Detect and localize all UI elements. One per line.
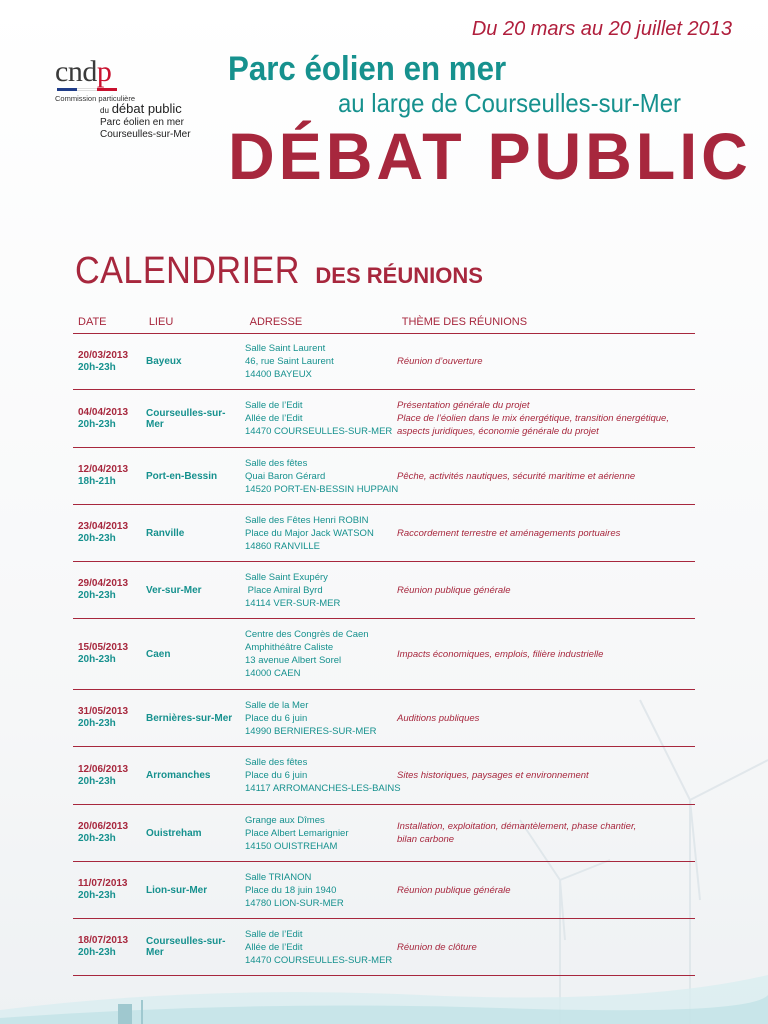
meeting-theme <box>392 712 695 725</box>
theme-line: Réunion publique générale <box>397 584 511 596</box>
meeting-theme <box>392 884 695 897</box>
meetings-table <box>73 310 695 976</box>
meeting-time: 18h-21h <box>78 476 116 487</box>
meeting-date: 11/07/2013 <box>78 878 128 889</box>
address-line: Salle Saint Laurent <box>245 343 326 354</box>
date-cell <box>73 764 141 788</box>
address-line: Quai Baron Gérard <box>245 470 326 482</box>
date-cell <box>73 350 141 374</box>
theme-line: Pêche, activités nautiques, sécurité maritime et aérienne <box>397 470 636 482</box>
date-cell <box>73 935 141 959</box>
address-line: 14114 VER-SUR-MER <box>245 597 341 609</box>
meeting-place: Bayeux <box>146 356 182 367</box>
tricolor-flag-icon <box>57 88 117 91</box>
address-line: 46, rue Saint Laurent <box>245 356 334 367</box>
meeting-time: 20h-23h <box>78 890 116 901</box>
project-subtitle: au large de Courseulles-sur-Mer <box>338 88 682 118</box>
address-line: Salle des Fêtes Henri ROBIN <box>245 514 369 526</box>
address-line: 14000 CAEN <box>245 668 301 679</box>
address-line: 14470 COURSEULLES-SUR-MER <box>245 954 393 966</box>
meeting-place: Lion-sur-Mer <box>146 884 208 896</box>
theme-line: Impacts économiques, emplois, filière industrielle <box>397 648 604 660</box>
table-row <box>73 747 695 805</box>
header-theme: THÈME DES RÉUNIONS <box>401 315 528 328</box>
meeting-time: 20h-23h <box>78 533 116 544</box>
project-title: Parc éolien en mer <box>228 50 507 88</box>
cndp-logo <box>55 55 225 141</box>
address-line: Salle des fêtes <box>245 457 308 469</box>
address-line: Place du Major Jack WATSON <box>245 527 374 539</box>
address-line: 14520 PORT-EN-BESSIN HUPPAIN <box>245 483 399 495</box>
address-line: 14400 BAYEUX <box>245 369 312 380</box>
meeting-time: 20h-23h <box>78 361 116 373</box>
meeting-time: 20h-23h <box>78 947 116 958</box>
meeting-time: 20h-23h <box>78 654 116 665</box>
address-line: Centre des Congrès de Caen <box>245 629 369 640</box>
meeting-date: 12/06/2013 <box>78 763 129 775</box>
meeting-address <box>240 342 392 381</box>
table-row <box>73 505 695 562</box>
table-row <box>73 619 695 690</box>
meeting-place: Bernières-sur-Mer <box>146 712 233 724</box>
meeting-date: 18/07/2013 <box>78 935 129 946</box>
meeting-date: 20/06/2013 <box>78 821 129 832</box>
date-cell <box>73 464 141 488</box>
meeting-place: Courseulles-sur-Mer <box>146 407 226 430</box>
meeting-date: 23/04/2013 <box>78 521 129 532</box>
header-adresse: ADRESSE <box>249 315 303 328</box>
meeting-date: 20/03/2013 <box>78 349 129 361</box>
theme-line: Auditions publiques <box>397 712 480 724</box>
meeting-date: 31/05/2013 <box>78 706 129 717</box>
table-row <box>73 862 695 919</box>
theme-line: Réunion de clôture <box>397 941 477 953</box>
section-title <box>75 250 483 293</box>
header-lieu: LIEU <box>148 315 174 328</box>
meeting-address <box>240 814 392 853</box>
table-body <box>73 334 695 976</box>
logo-line-parc: Parc éolien en mer <box>100 117 184 128</box>
theme-line: Présentation générale du projet <box>397 400 530 411</box>
address-line: Salle Saint Exupéry <box>245 571 328 583</box>
meeting-time: 20h-23h <box>78 418 116 430</box>
logo-line-main: débat public <box>111 101 182 116</box>
date-cell <box>73 642 141 666</box>
meeting-address <box>240 756 401 795</box>
meeting-theme <box>392 355 695 368</box>
address-line: Place du 18 juin 1940 <box>245 884 337 896</box>
section-title-sub: DES RÉUNIONS <box>315 263 483 288</box>
cndp-logo-mark <box>55 55 225 88</box>
meeting-address <box>240 628 392 680</box>
meeting-date: 12/04/2013 <box>78 464 129 475</box>
meeting-date: 15/05/2013 <box>78 642 129 653</box>
meeting-time: 20h-23h <box>78 775 116 787</box>
meeting-time: 20h-23h <box>78 590 116 601</box>
meeting-theme <box>392 941 695 954</box>
theme-line: Réunion d’ouverture <box>397 356 483 367</box>
address-line: 14780 LION-SUR-MER <box>245 897 344 909</box>
address-line: Salle de l’Edit <box>245 928 303 940</box>
meeting-theme <box>392 769 695 782</box>
address-line: Allée de l’Edit <box>245 413 303 424</box>
logo-mark-text: cnd <box>55 55 97 88</box>
logo-line-commission: Commission particulière <box>55 94 136 103</box>
address-line: 14117 ARROMANCHES-LES-BAINS <box>245 783 401 794</box>
date-cell <box>73 521 141 545</box>
theme-line: Installation, exploitation, démantèlement, phase chantier, <box>397 821 637 832</box>
theme-line: Sites historiques, paysages et environnement <box>397 770 589 781</box>
meeting-address <box>240 399 392 438</box>
meeting-place: Caen <box>146 648 171 660</box>
table-row <box>73 448 695 505</box>
address-line: Salle des fêtes <box>245 757 308 768</box>
meeting-address <box>240 699 392 738</box>
table-row <box>73 562 695 619</box>
address-line: 14990 BERNIERES-SUR-MER <box>245 725 377 737</box>
address-line: Place du 6 juin <box>245 770 308 781</box>
date-cell <box>73 578 141 602</box>
meeting-address <box>240 571 392 610</box>
meeting-date: 04/04/2013 <box>78 406 129 418</box>
date-cell <box>73 821 141 845</box>
address-line: Salle de l’Edit <box>245 400 303 411</box>
meeting-theme <box>392 820 695 846</box>
meeting-address <box>240 928 392 967</box>
page-title: DÉBAT PUBLIC <box>228 119 752 193</box>
table-row <box>73 390 695 448</box>
date-cell <box>73 407 141 431</box>
table-header <box>73 310 695 334</box>
date-cell <box>73 706 141 730</box>
table-row <box>73 805 695 862</box>
address-line: Salle TRIANON <box>245 871 312 883</box>
meeting-date: 29/04/2013 <box>78 578 129 589</box>
header-date: DATE <box>78 315 107 328</box>
meeting-theme <box>392 584 695 597</box>
meeting-place: Ver-sur-Mer <box>146 584 202 596</box>
table-row <box>73 690 695 747</box>
meeting-place: Ranville <box>146 527 185 539</box>
theme-line: Place de l’éolien dans le mix énergétique, transition énergétique, <box>397 413 669 424</box>
event-dates: Du 20 mars au 20 juillet 2013 <box>471 18 732 40</box>
address-line: Place du 6 juin <box>245 712 308 724</box>
table-row <box>73 919 695 976</box>
address-line: Amphithéâtre Caliste <box>245 642 334 653</box>
meeting-theme <box>392 648 695 661</box>
meeting-address <box>240 514 392 553</box>
meeting-theme <box>392 399 695 438</box>
address-line: 14860 RANVILLE <box>245 540 320 552</box>
address-line: 14470 COURSEULLES-SUR-MER <box>245 426 393 437</box>
meeting-time: 20h-23h <box>78 718 116 729</box>
address-line: 13 avenue Albert Sorel <box>245 655 342 666</box>
theme-line: Réunion publique générale <box>397 884 511 896</box>
theme-line: bilan carbone <box>397 834 455 845</box>
section-title-main: CALENDRIER <box>75 250 300 292</box>
address-line: 14150 OUISTREHAM <box>245 840 338 852</box>
meeting-place: Courseulles-sur-Mer <box>146 936 226 958</box>
address-line: Allée de l’Edit <box>245 941 303 953</box>
meeting-time: 20h-23h <box>78 833 116 844</box>
meeting-address <box>240 871 392 910</box>
address-line: Place Amiral Byrd <box>245 584 323 596</box>
theme-line: aspects juridiques, économie générale du projet <box>397 426 599 437</box>
date-cell <box>73 878 141 902</box>
meeting-place: Port-en-Bessin <box>146 470 218 482</box>
meeting-theme <box>392 527 695 540</box>
address-line: Salle de la Mer <box>245 699 309 711</box>
logo-line-courseulles: Courseulles-sur-Mer <box>100 129 191 140</box>
meeting-place: Ouistreham <box>146 827 202 839</box>
logo-line-debat <box>100 103 225 117</box>
meeting-theme <box>392 470 695 483</box>
table-row <box>73 334 695 390</box>
meeting-place: Arromanches <box>146 770 211 781</box>
logo-line-prefix: du <box>100 106 109 115</box>
address-line: Grange aux Dîmes <box>245 814 325 826</box>
theme-line: Raccordement terrestre et aménagements portuaires <box>397 527 621 539</box>
logo-mark-accent: p <box>96 55 112 88</box>
address-line: Place Albert Lemarignier <box>245 827 349 839</box>
meeting-address <box>240 457 399 496</box>
